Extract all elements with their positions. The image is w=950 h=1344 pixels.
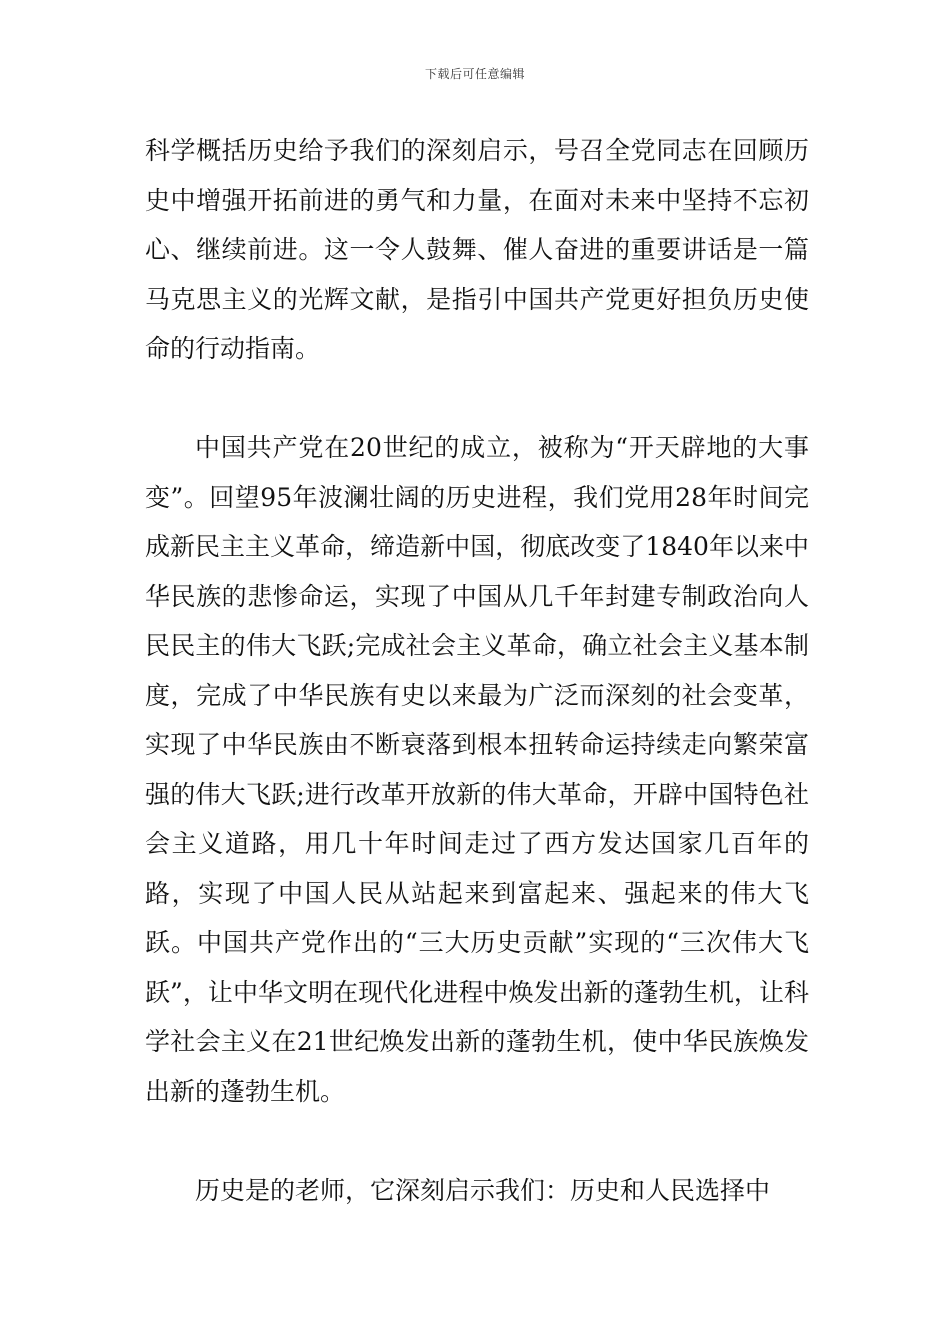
paragraph-2: 中国共产党在20世纪的成立，被称为“开天辟地的大事变”。回望95年波澜壮阔的历史进程，我们党用28年时间完成新民主主义革命，缔造新中国，彻底改变了1840年以来中华民族的悲惨命运，实现了中国从几千年封建专制政治向人民民主的伟大飞跃;完成社会主义革命，确立社会主义基本制度，完成了中华民族有史以来最为广泛而深刻的社会变革，实现了中华民族由不断衰落到根本扭转命运持续走向繁荣富强的伟大飞跃;进行改革开放新的伟大革命，开辟中国特色社会主义道路，用几十年时间走过了西方发达国家几百年的路，实现了中国人民从站起来到富起来、强起来的伟大飞跃。中国共产党作出的“三大历史贡献”实现的“三次伟大飞跃”，让中华文明在现代化进程中焕发出新的蓬勃生机，让科学社会主义在21世纪焕发出新的蓬勃生机，使中华民族焕发出新的蓬勃生机。 [145, 433, 809, 1106]
document-body [145, 126, 809, 1215]
paragraph-gap [145, 1116, 809, 1166]
paragraph-3: 历史是的老师，它深刻启示我们：历史和人民选择中 [195, 1175, 771, 1205]
header-note: 下载后可任意编辑 [424, 67, 525, 81]
paragraph-gap [145, 374, 809, 424]
paragraph-1: 科学概括历史给予我们的深刻启示，号召全党同志在回顾历史中增强开拓前进的勇气和力量，在面对未来中坚持不忘初心、继续前进。这一令人鼓舞、催人奋进的重要讲话是一篇马克思主义的光辉文献，是指引中国共产党更好担负历史使命的行动指南。 [145, 136, 809, 363]
